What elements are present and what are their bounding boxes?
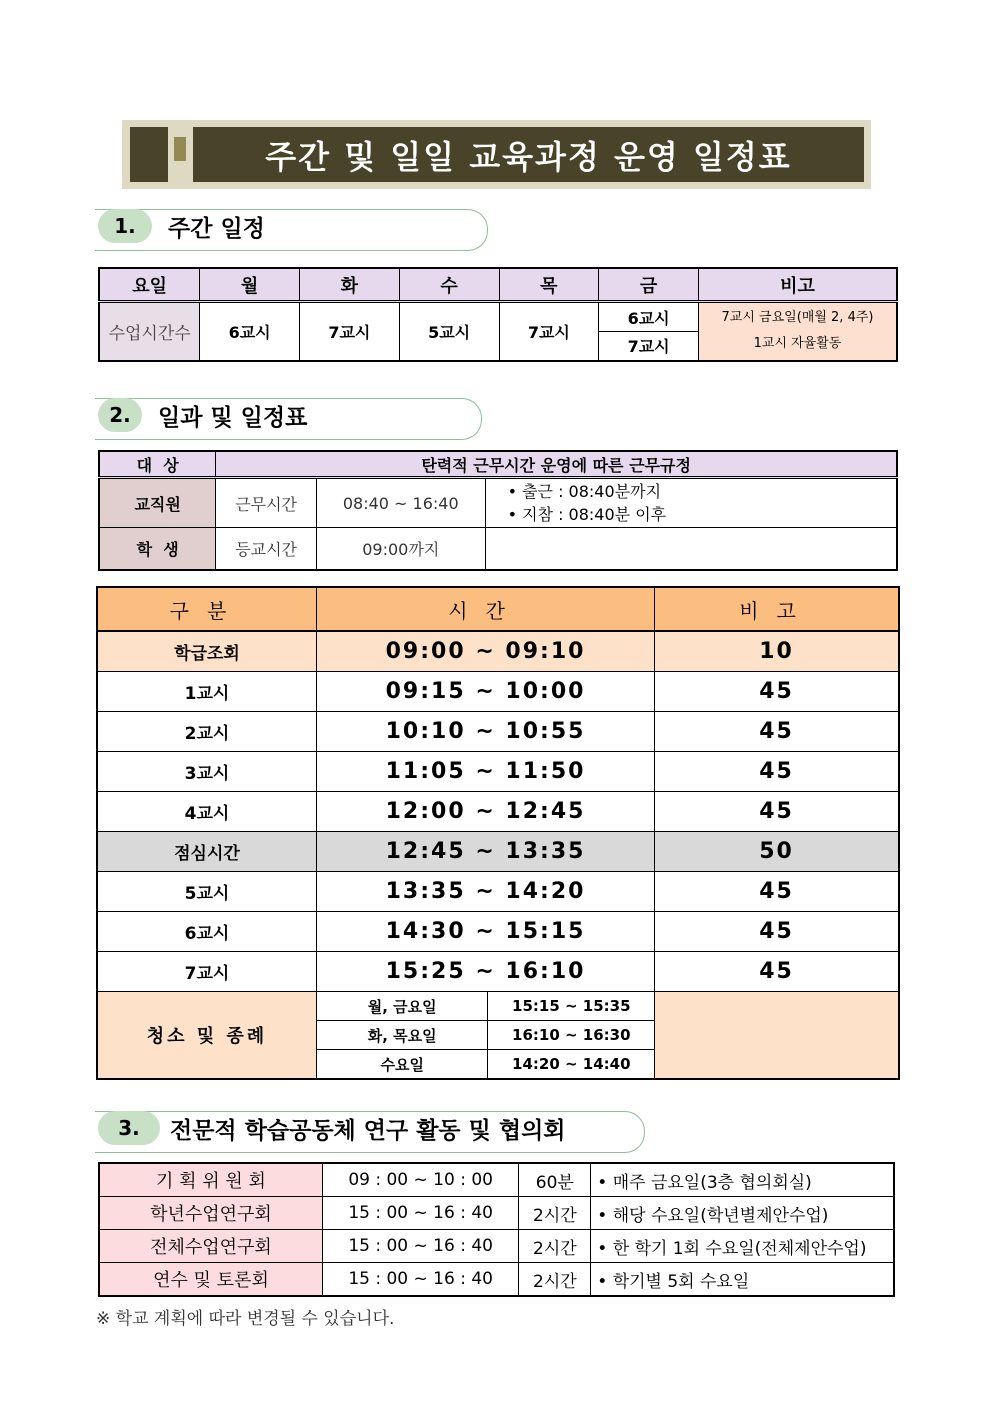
period-time: 13:35 ~ 14:20: [316, 872, 654, 912]
header-mon: 월: [200, 268, 300, 302]
section3-number: 3.: [98, 1111, 160, 1145]
weekly-note-line2: 1교시 자율활동: [753, 336, 842, 352]
period-name: 5교시: [97, 872, 316, 912]
header-category: 구분: [97, 587, 316, 631]
period-minutes: 10: [655, 631, 899, 672]
period-time: 09:00 ~ 09:10: [316, 631, 654, 672]
section1-title: 주간 일정: [168, 215, 265, 242]
period-minutes: 50: [655, 832, 899, 872]
row-label-class-hours: 수업시간수: [99, 302, 200, 361]
header-day: 요일: [99, 268, 200, 302]
period-name: 점심시간: [97, 832, 316, 872]
header-thu: 목: [499, 268, 599, 302]
header-fri: 금: [599, 268, 699, 302]
period-name: 학급조회: [97, 631, 316, 672]
activity-time: 15 : 00 ~ 16 : 40: [322, 1197, 519, 1230]
mon-hours: 6교시: [200, 302, 300, 361]
header-note: 비고: [699, 268, 898, 302]
activity-time: 15 : 00 ~ 16 : 40: [322, 1230, 519, 1263]
title-banner: [193, 127, 864, 182]
activity-duration: 2시간: [519, 1263, 591, 1297]
student-label: 학 생: [99, 528, 216, 570]
cleaning-label: 청소 및 종례: [97, 992, 316, 1080]
period-name: 1교시: [97, 672, 316, 712]
period-time: 15:25 ~ 16:10: [316, 952, 654, 992]
weekly-note: [699, 302, 898, 361]
section3-title: 전문적 학습공동체 연구 활동 및 협의회: [170, 1117, 566, 1144]
wed-hours: 5교시: [399, 302, 499, 361]
table-row: [97, 872, 899, 912]
period-name: 2교시: [97, 712, 316, 752]
header-rule: 탄력적 근무시간 운영에 따른 근무규정: [216, 451, 897, 478]
staff-time: 08:40 ~ 16:40: [316, 478, 485, 528]
title-banner-strip: [174, 137, 186, 161]
period-minutes: 45: [655, 672, 899, 712]
activity-note: • 학기별 5회 수요일: [591, 1263, 894, 1297]
period-name: 6교시: [97, 912, 316, 952]
table-row: [97, 752, 899, 792]
header-target: 대 상: [99, 451, 216, 478]
weekly-schedule-table: [98, 267, 898, 362]
period-time: 11:05 ~ 11:50: [316, 752, 654, 792]
student-item: 등교시간: [216, 528, 317, 570]
table-row: [99, 1263, 894, 1297]
section2-number: 2.: [98, 398, 142, 432]
staff-notes: [485, 478, 897, 528]
period-minutes: 45: [655, 712, 899, 752]
plc-activity-table: [98, 1162, 895, 1297]
period-time: 12:00 ~ 12:45: [316, 792, 654, 832]
table-row: [97, 712, 899, 752]
page-title: 주간 및 일일 교육과정 운영 일정표: [265, 137, 792, 176]
staff-item: 근무시간: [216, 478, 317, 528]
staff-note-arrival: • 출근 : 08:40분까지: [507, 482, 662, 501]
cleaning-time: 15:15 ~ 15:35: [488, 992, 655, 1021]
table-row: [99, 1197, 894, 1230]
header-wed: 수: [399, 268, 499, 302]
period-time: 12:45 ~ 13:35: [316, 832, 654, 872]
activity-note: • 한 학기 1회 수요일(전체제안수업): [591, 1230, 894, 1263]
activity-name: 연수 및 토론회: [99, 1263, 322, 1297]
activity-note: • 매주 금요일(3층 협의회실): [591, 1163, 894, 1197]
thu-hours: 7교시: [499, 302, 599, 361]
header-tue: 화: [300, 268, 400, 302]
cleaning-days: 월, 금요일: [316, 992, 488, 1021]
header-remarks: 비고: [655, 587, 899, 631]
tue-hours: 7교시: [300, 302, 400, 361]
section1-header: [95, 209, 265, 243]
daily-schedule-table: [96, 586, 900, 1080]
table-row: [97, 912, 899, 952]
activity-duration: 2시간: [519, 1230, 591, 1263]
activity-name: 전체수업연구회: [99, 1230, 322, 1263]
period-minutes: 45: [655, 912, 899, 952]
table-row: [97, 631, 899, 672]
period-time: 09:15 ~ 10:00: [316, 672, 654, 712]
fri-hours-2: 7교시: [599, 332, 699, 361]
fri-hours-1: 6교시: [599, 302, 699, 332]
period-minutes: 45: [655, 792, 899, 832]
activity-duration: 2시간: [519, 1197, 591, 1230]
period-minutes: 45: [655, 752, 899, 792]
activity-time: 15 : 00 ~ 16 : 40: [322, 1263, 519, 1297]
period-minutes: 45: [655, 952, 899, 992]
cleaning-remarks: [655, 992, 899, 1080]
section2-title: 일과 및 일정표: [158, 404, 308, 431]
section1-number: 1.: [98, 209, 152, 243]
activity-time: 09 : 00 ~ 10 : 00: [322, 1163, 519, 1197]
header-time: 시간: [316, 587, 654, 631]
weekly-note-line1: 7교시 금요일(매월 2, 4주): [721, 310, 874, 326]
work-rules-table: [98, 450, 898, 571]
period-time: 14:30 ~ 15:15: [316, 912, 654, 952]
period-name: 4교시: [97, 792, 316, 832]
cleaning-time: 16:10 ~ 16:30: [488, 1021, 655, 1050]
staff-note-late: • 지참 : 08:40분 이후: [507, 505, 667, 524]
title-banner-square: [130, 127, 168, 182]
activity-note: • 해당 수요일(학년별제안수업): [591, 1197, 894, 1230]
footnote: ※ 학교 계획에 따라 변경될 수 있습니다.: [96, 1309, 395, 1329]
cleaning-days: 수요일: [316, 1050, 488, 1080]
table-row: [97, 792, 899, 832]
student-time: 09:00까지: [316, 528, 485, 570]
table-row: [99, 1230, 894, 1263]
student-note: [485, 528, 897, 570]
cleaning-days: 화, 목요일: [316, 1021, 488, 1050]
section2-header: [95, 398, 307, 432]
period-name: 3교시: [97, 752, 316, 792]
table-row: [97, 672, 899, 712]
table-row: [99, 1163, 894, 1197]
period-name: 7교시: [97, 952, 316, 992]
section3-header: [95, 1111, 566, 1145]
activity-duration: 60분: [519, 1163, 591, 1197]
table-row: [97, 832, 899, 872]
activity-name: 학년수업연구회: [99, 1197, 322, 1230]
table-row: [97, 952, 899, 992]
staff-label: 교직원: [99, 478, 216, 528]
period-minutes: 45: [655, 872, 899, 912]
period-time: 10:10 ~ 10:55: [316, 712, 654, 752]
cleaning-time: 14:20 ~ 14:40: [488, 1050, 655, 1080]
activity-name: 기 획 위 원 회: [99, 1163, 322, 1197]
